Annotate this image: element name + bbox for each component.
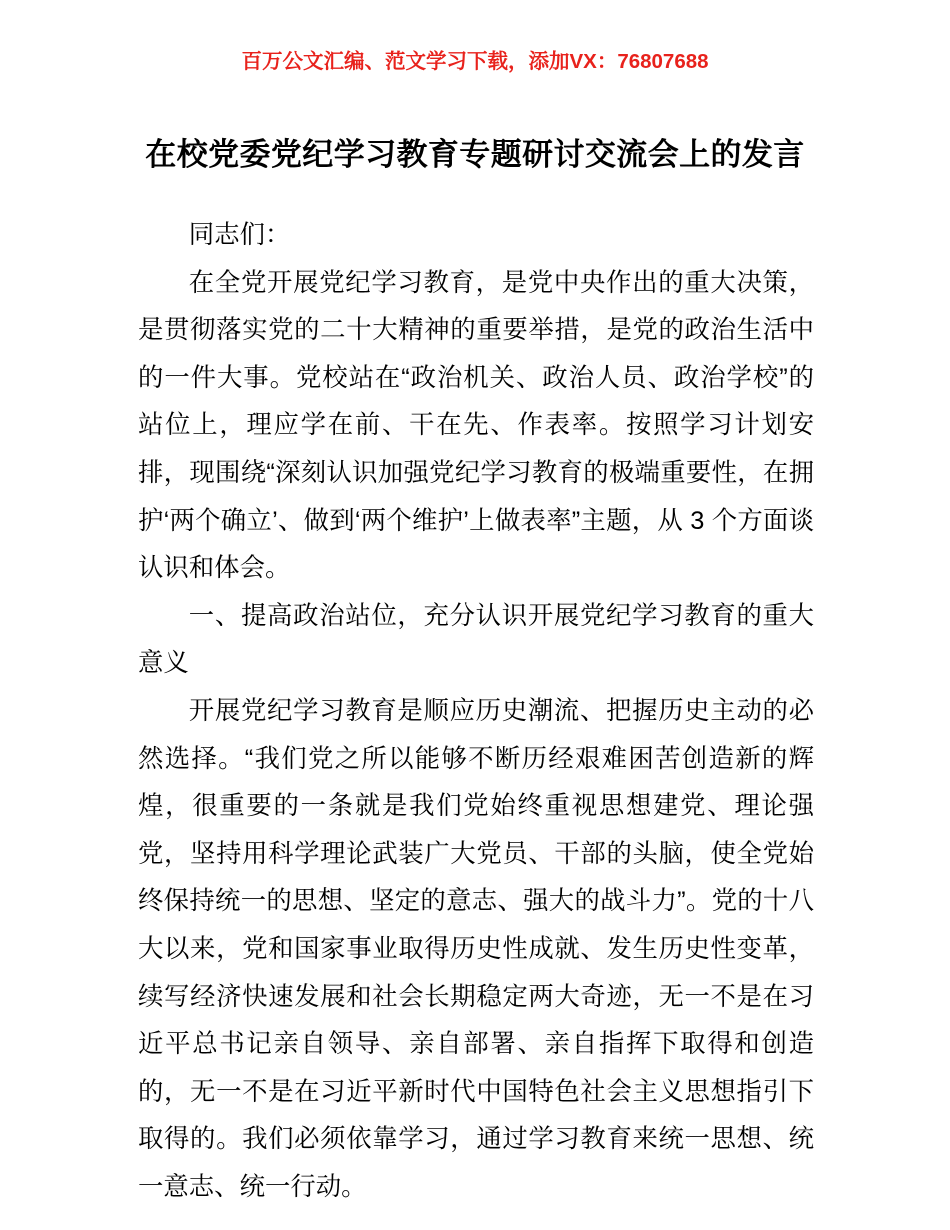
paragraph-intro: 在全党开展党纪学习教育，是党中央作出的重大决策，是贯彻落实党的二十大精神的重要举措，是党的政治生活中的一件大事。党校站在“政治机关、政治人员、政治学校”的站位上，理应学在前、干在先、作表率。按照学习计划安排，现围绕“深刻认识加强党纪学习教育的极端重要性，在拥护‘两个确立’、做到‘两个维护’上做表率”主题，从 3 个方面谈认识和体会。 bbox=[138, 268, 814, 583]
paragraph-salutation: 同志们： bbox=[188, 221, 291, 249]
document-body bbox=[138, 212, 814, 1211]
page-title: 在校党委党纪学习教育专题研讨交流会上的发言 bbox=[145, 136, 805, 172]
paragraph-section-1-body: 开展党纪学习教育是顺应历史潮流、把握历史主动的必然选择。“我们党之所以能够不断历经艰难困苦创造新的辉煌，很重要的一条就是我们党始终重视思想建党、理论强党，坚持用科学理论武装广大党员、干部的头脑，使全党始终保持统一的思想、坚定的意志、强大的战斗力”。党的十八大以来，党和国家事业取得历史性成就、发生历史性变革，续写经济快速发展和社会长期稳定两大奇迹，无一不是在习近平总书记亲自领导、亲自部署、亲自指挥下取得和创造的，无一不是在习近平新时代中国特色社会主义思想指引下取得的。我们必须依靠学习，通过学习教育来统一思想、统一意志、统一行动。 bbox=[138, 696, 814, 1201]
promo-header-banner: 百万公文汇编、范文学习下载，添加VX：76807688 bbox=[241, 50, 709, 73]
section-heading-1: 一、提高政治站位，充分认识开展党纪学习教育的重大意义 bbox=[138, 601, 814, 678]
